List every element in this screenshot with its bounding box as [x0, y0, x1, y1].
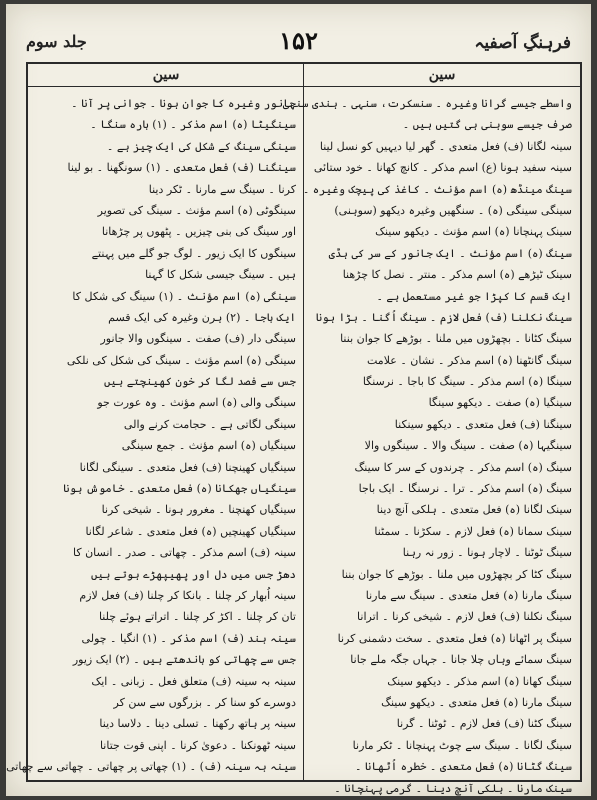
entry-line: سینگیٹا (ہ) اسم مذکر ۔ (۱) بارہ سنگا ۔ [90, 118, 296, 132]
entry-line: ہیں ۔ سینگ جیسی شکل کا گہنا [145, 268, 296, 282]
entry-line: سینگ مارنا (ہ) فعل متعدی ۔ دیکھو سینگ [381, 695, 572, 709]
entry-line: سینگیاں کھنچنا ۔ مغرور ہونا ۔ شیخی کرنا [101, 503, 296, 517]
entry-line: سینہ سفید ہونا (ع) اسم مذکر ۔ کانچ کھانا ۔ خود ستائی [313, 161, 572, 175]
entry-line: سینہ ٹھونکنا ۔ دعویٰ کرنا ۔ اپنی قوت جتانا [99, 738, 296, 752]
entry-line: دھڑ جس میں دل اور پھیپھڑے ہوتے ہیں [91, 567, 296, 581]
page-number: ۱۵۲ [279, 26, 318, 55]
entry-line: سینگنا (ف) فعل متعدی ۔ (۱) سونگھنا ۔ بو لینا [67, 161, 296, 175]
entry-line: سینگنا (ف) فعل متعدی ۔ دیکھو سینکنا [394, 417, 572, 431]
entry-line: واسطے جیسے گرانا وغیرہ ۔ سنسکرت، سنہی ۔ ہندی سنہی ۔ [272, 97, 572, 110]
entry-line: سینگیا (ہ) صفت ۔ دیکھو سینگا [428, 396, 572, 410]
entry-line: سینگ (ہ) اسم مذکر ۔ ترا ۔ نرسنگا ۔ ایک باجا [358, 482, 572, 496]
entry-line: سینگا (ہ) اسم مذکر ۔ سینگ کا باجا ۔ نرسنگا [362, 375, 572, 389]
entry-line: سینگی لگاتی ہے ۔ حجامت کرنے والی [123, 417, 296, 431]
entry-line: سینگیاں (ہ) اسم مؤنث ۔ جمع سینگی [121, 439, 296, 453]
dictionary-page [6, 4, 591, 796]
entry-line: ایک قسم کا کپڑا جو غیر مستعمل ہے ۔ [376, 289, 572, 303]
entry-line: سینک سمانا (ہ) فعل لازم ۔ سکڑنا ۔ سمٹنا [374, 524, 572, 538]
entry-line: سینگیاں کھینچنا (ف) فعل متعدی ۔ سینگی لگانا [79, 460, 296, 474]
entry-line: سینگی (ہ) اسم مؤنث ۔ (۱) سینگ کی شکل کا [72, 289, 296, 303]
left-column-entries [6, 87, 304, 778]
entry-line: سینہ بہ سینہ (ف) متعلق فعل ۔ زبانی ۔ ایک [91, 674, 296, 688]
page-header [26, 26, 571, 60]
right-column [272, 64, 580, 795]
right-column-entries [272, 87, 580, 799]
entry-line: سینگ نکلنا (ف) فعل لازم ۔ سینگ اُگنا ۔ بڑا ہونا [315, 310, 572, 324]
entry-line: سینگی والی (ہ) اسم مؤنث ۔ وہ عورت جو [97, 396, 296, 410]
entry-line: سینک ٹیڑھے (ہ) اسم مذکر ۔ منتر ۔ نصل کا چڑھنا [342, 268, 572, 282]
entry-line: سینگ (ہ) اسم مؤنث ۔ ایک جانور کے سر کی ہڈی [328, 246, 572, 260]
entry-line: سینہ (ف) اسم مذکر ۔ چھاتی ۔ صدر ۔ انسان کا [73, 546, 296, 560]
entry-line: سینگ ٹوٹنا ۔ لاچار ہونا ۔ زور نہ رہنا [402, 546, 572, 560]
entry-line: جس سے چھاتی کو باندھتے ہیں ۔ (۲) ایک زیور [72, 653, 296, 667]
entry-line: سینہ بہ سینہ (ف) ۔ (۱) چھاتی پر چھاتی ۔ چھاتی سے چھاتی [6, 760, 296, 774]
entry-line: تان کر چلنا ۔ اکڑ کر چلنا ۔ اتراتے ہوئے چلنا [98, 610, 296, 624]
entry-line: سینک لگانا (ہ) فعل متعدی ۔ ہلکی آنچ دینا [376, 503, 572, 517]
entry-line: سینگ گانٹھنا (ہ) اسم مذکر ۔ نشان ۔ علامت [367, 353, 572, 367]
entry-line: سینک مارنا ۔ ہلکی آنچ دینا ۔ گرمی پہنچانا ۔ [334, 781, 572, 795]
entry-line: سینگیاں کھینچیں (ہ) فعل متعدی ۔ شاعر لگانا [85, 524, 296, 538]
entry-line: جانور وغیرہ کا جوان ہونا ۔ جوانی پر آنا ۔ [71, 97, 296, 110]
entry-line: سینگ کھانا (ہ) اسم مذکر ۔ دیکھو سینک [387, 674, 572, 688]
left-column [6, 64, 304, 780]
entry-line: کرنا ۔ سینگ سے مارنا ۔ ٹکر دینا [148, 182, 296, 196]
entry-line: سینگیاں جھکانا (ہ) فعل متعدی ۔ خاموش ہونا [63, 482, 296, 496]
entry-line: سینہ اُبھار کر چلنا ۔ بانکا کر چلنا (ف) فعل لازم [79, 588, 296, 602]
entry-line: سینگوٹی (ہ) اسم مؤنث ۔ سینگ کی تصویر [97, 203, 296, 217]
entry-line: سینگ کٹنا (ف) فعل لازم ۔ ٹوٹنا ۔ گرنا [396, 717, 572, 731]
entry-line: سینگوں کا ایک زیور ۔ لوگ جو گلے میں پہنتے [91, 246, 296, 260]
entry-line: دوسرے کو سنا کر ۔ بزرگوں سے سن کر [113, 695, 296, 709]
entry-line: سینگ پر اٹھانا (ہ) فعل متعدی ۔ سخت دشمنی کرنا [337, 631, 572, 645]
entry-line: اور سینگ کی بنی چیزیں ۔ پٹھوں پر چڑھانا [101, 225, 296, 239]
entry-line: سینہ بند (ف) اسم مذکر ۔ (۱) انگیا ۔ چولی [81, 631, 296, 645]
entry-line: سینگ نکلنا (ف) فعل لازم ۔ شیخی کرنا ۔ اترانا [357, 610, 572, 624]
entry-line: سینگی سینگ کے شکل کی ایک چیز ہے ۔ [106, 139, 296, 153]
entry-line: سینگیہا (ہ) صفت ۔ سینگ والا ۔ سینگوں والا [364, 439, 572, 453]
book-title: فرہنگِ آصفیہ [474, 33, 571, 53]
entry-line: سینگ مینڈھ (ہ) اسم مؤنث ۔ کاغذ کی پیچک وغیرہ ۔ [302, 182, 572, 196]
entry-line: سینگ کٹانا ۔ بچھڑوں میں ملنا ۔ بوڑھے کا جوان بننا [340, 332, 572, 346]
left-column-heading: سین [28, 64, 304, 87]
entry-line: سینگ (ہ) اسم مذکر ۔ چرندوں کے سر کا سینگ [354, 460, 572, 474]
entry-line: سینگ مارنا (ہ) فعل متعدی ۔ سینگ سے مارنا [365, 588, 572, 602]
entry-line: سینگ گٹانا (ہ) فعل متعدی ۔ خطرہ اُٹھانا ۔ [354, 760, 572, 774]
entry-line: سینگی دار (ف) صفت ۔ سینگوں والا جانور [100, 332, 296, 346]
entry-line: سینہ پر ہاتھ رکھنا ۔ تسلی دینا ۔ دلاسا دینا [99, 717, 296, 731]
entry-line: سینک پہنچانا (ہ) اسم مؤنث ۔ دیکھو سینک [375, 225, 572, 239]
entry-line: سینگ کٹا کر بچھڑوں میں ملنا ۔ بوڑھے کا جوان بننا [341, 567, 572, 581]
entry-line: سینگ سمائے وہاں چلا جانا ۔ جہاں جگہ ملے جانا [350, 653, 572, 667]
entry-line: صرف جیسے سوہنی ہی گتیں ہیں ۔ [402, 118, 572, 132]
right-column-heading: سین [304, 64, 580, 87]
entry-line: سینگی سینگی (ہ) ۔ سنگھیں وغیرہ دیکھو (سوہنی) [334, 203, 572, 217]
volume-label: جلد سوم [26, 32, 87, 51]
entry-line: سینگ لگانا ۔ سینگ سے چوٹ پہنچانا ۔ ٹکر مارنا [352, 738, 572, 752]
two-column-frame [6, 62, 582, 795]
entry-line: سینہ لگانا (ف) فعل متعدی ۔ گھر لیا دیہیں کو نسل لینا [319, 139, 572, 153]
entry-line: سینگی (ہ) اسم مؤنث ۔ سینگ کی شکل کی نلکی [66, 353, 296, 367]
entry-line: جس سے فصد لگا کر خون کھینچتے ہیں [103, 375, 296, 389]
entry-line: ایک باجا ۔ (۲) ہرن وغیرہ کی ایک قسم [108, 310, 296, 324]
